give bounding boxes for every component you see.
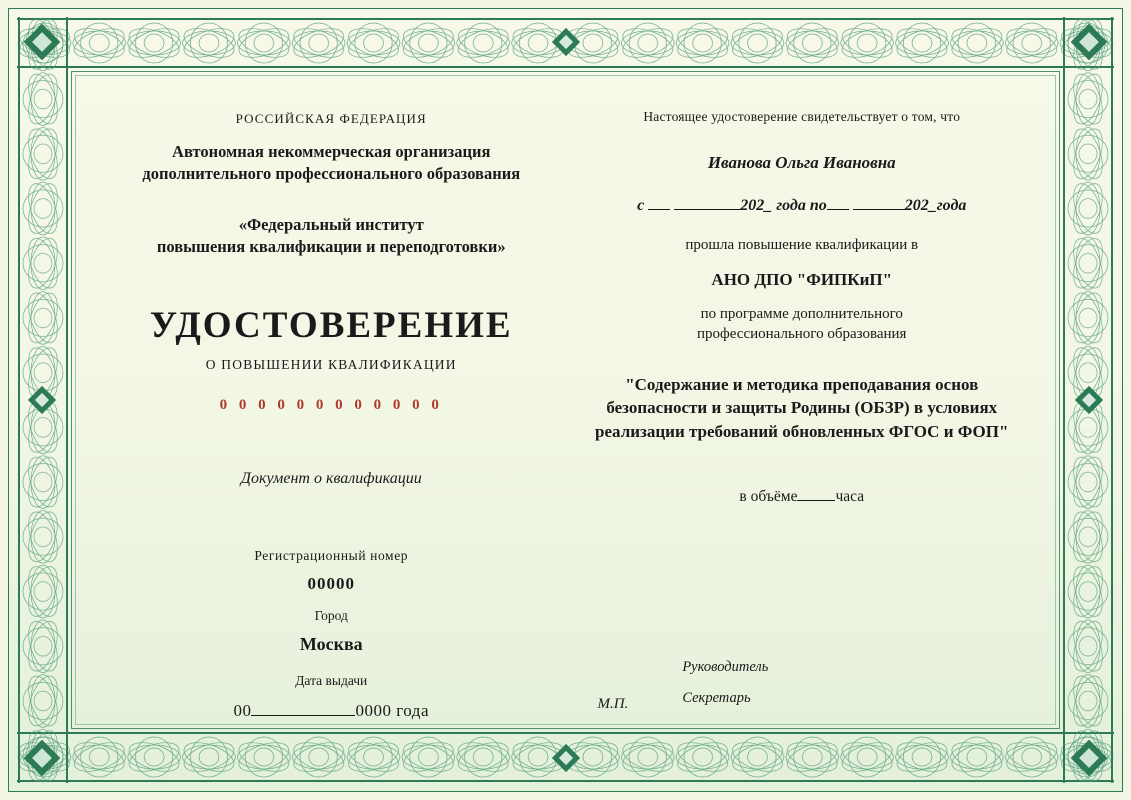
stamp-label: М.П.: [597, 696, 629, 712]
document-subtitle: О ПОВЫШЕНИИ КВАЛИФИКАЦИИ: [205, 357, 457, 373]
edge-ornament-bottom: [551, 744, 579, 772]
edge-ornament-right: [1075, 386, 1103, 414]
registration-number-label: Регистрационный номер: [254, 548, 409, 564]
provider-organization: АНО ДПО "ФИПКиП": [711, 270, 893, 289]
attestation-lead: Настоящее удостоверение свидетельствует о том, что: [643, 109, 961, 124]
corner-ornament-top-left: [24, 24, 61, 61]
completion-statement: прошла повышение квалификации в: [685, 237, 919, 253]
corner-ornament-top-right: [1071, 24, 1108, 61]
certificate-left-page: [81, 81, 566, 719]
corner-ornament-bottom-right: [1071, 740, 1108, 777]
program-label: [584, 304, 1021, 345]
course-volume-unit: часа: [835, 487, 865, 505]
issue-date-day: 00: [233, 701, 252, 721]
period-to-month-blank: [853, 209, 905, 210]
organization-name: [117, 141, 546, 186]
issue-date-year: 0000 года: [355, 701, 429, 721]
study-period: [584, 197, 1021, 215]
signature-block: [584, 652, 1021, 713]
course-volume-blank: [797, 500, 835, 501]
city-label: Город: [314, 608, 348, 624]
registration-number-value: 00000: [307, 574, 355, 594]
program-label-line2: профессионального образования: [697, 326, 907, 343]
corner-ornament-bottom-left: [24, 740, 61, 777]
issue-date-blank: [251, 715, 355, 716]
institute-name-line2: повышения квалификации и переподготовки»: [156, 236, 506, 256]
institute-name: [117, 214, 546, 259]
signatory-director: Руководитель: [682, 659, 769, 676]
period-from-month-blank: [674, 209, 740, 210]
certificate-content: [81, 81, 1050, 719]
recipient-name: Иванова Ольга Ивановна: [707, 153, 896, 172]
period-to-year: 202_года: [904, 197, 967, 214]
edge-ornament-top: [551, 28, 579, 56]
issue-date-value: [117, 701, 546, 721]
country-label: РОССИЙСКАЯ ФЕДЕРАЦИЯ: [235, 111, 427, 126]
period-from-year: 202_ года: [740, 197, 806, 214]
serial-number: 0 0 0 0 0 0 0 0 0 0 0 0: [219, 397, 443, 414]
program-label-line1: по программе дополнительного: [700, 306, 903, 322]
document-title: УДОСТОВЕРЕНИЕ: [149, 305, 513, 347]
edge-ornament-left: [28, 386, 56, 414]
signatory-list: [656, 652, 768, 713]
course-volume: [584, 488, 1021, 506]
signatory-secretary: Секретарь: [682, 689, 751, 706]
city-value: Москва: [299, 634, 363, 655]
course-title: "Содержание и методика преподавания основ безопасности и защиты Родины (ОБЗР) в условиях реализации требований обновленных ФГОС и ФОП": [595, 374, 1009, 442]
period-to-day-blank: [827, 209, 849, 210]
course-volume-label: в объёме: [739, 487, 798, 505]
period-from-day-blank: [648, 209, 670, 210]
institute-name-line1: «Федеральный институт: [238, 214, 424, 234]
period-from-label: с: [637, 197, 645, 214]
certificate-right-page: [566, 81, 1051, 719]
issue-date-label: Дата выдачи: [295, 673, 368, 689]
document-kind: Документ о квалификации: [240, 470, 422, 488]
organization-name-line1: Автономная некоммерческая организация: [172, 142, 491, 161]
organization-name-line2: дополнительного профессионального образования: [142, 164, 521, 184]
period-to-label: по: [809, 197, 827, 214]
certificate-frame: [8, 8, 1123, 792]
